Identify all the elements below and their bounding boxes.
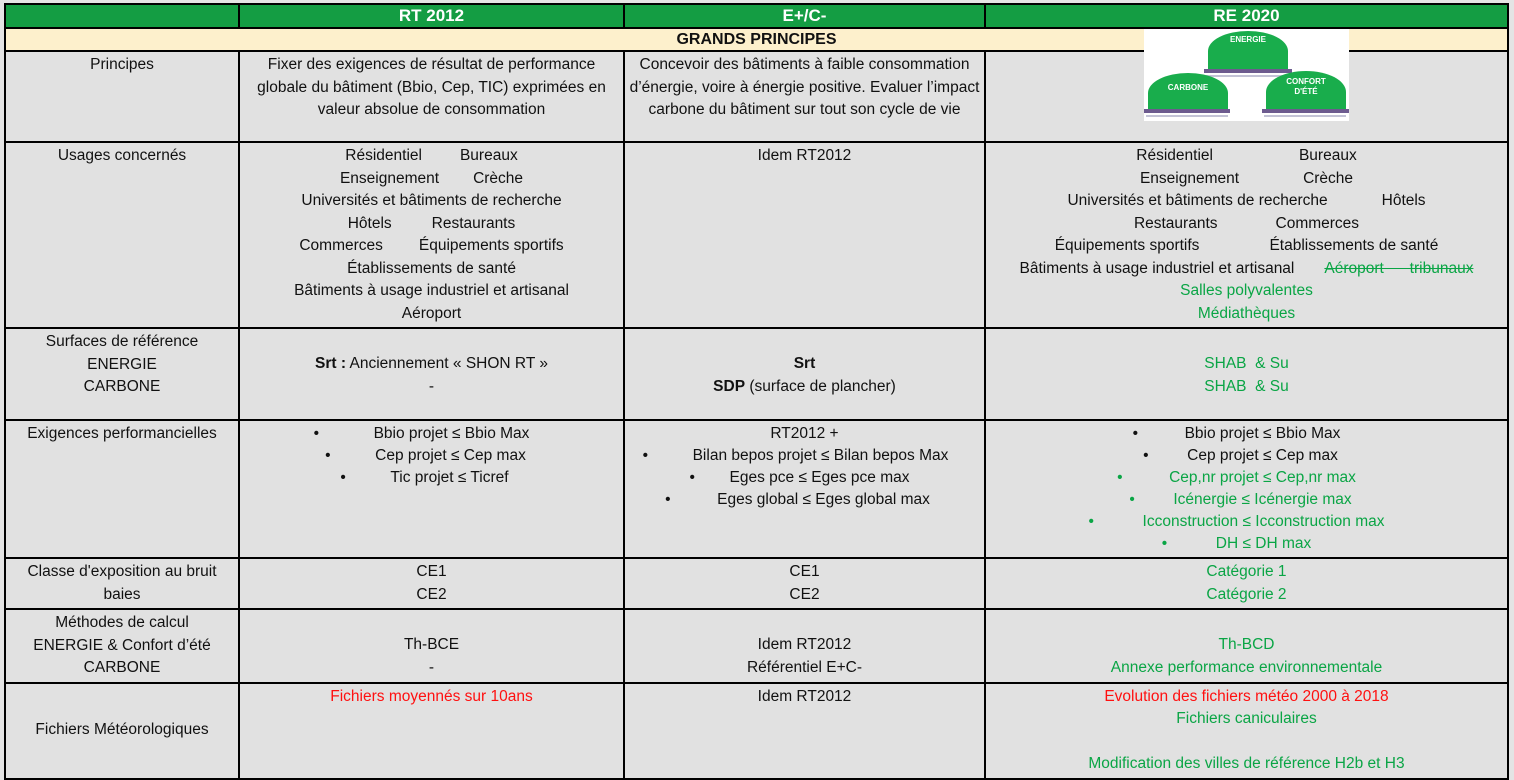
label-line: CARBONE (83, 659, 161, 676)
label-fichiers: Fichiers Météorologiques (5, 683, 239, 779)
list-item: Th-BCE (403, 636, 460, 653)
list-item: Établissements de santé (347, 259, 516, 277)
bullet-icon: • (642, 447, 649, 464)
re2020-logo (1144, 29, 1349, 121)
logo-bar (1204, 69, 1292, 73)
logo-energie-text: ENERGIE (1229, 35, 1266, 44)
list-item: Équipements sportifs Établissements de santé (1054, 237, 1439, 254)
list-item: CE2 (789, 585, 820, 603)
label-line: Classe d'exposition au bruit (27, 563, 217, 580)
bullet-icon: • (689, 469, 695, 486)
fichiers-rt2012: Fichiers moyennés sur 10ans (239, 683, 624, 779)
bullet-item: • Cep projet ≤ Cep max (990, 445, 1503, 467)
fichiers-re2020 (985, 683, 1508, 779)
list-item: Catégorie 2 (1206, 585, 1287, 603)
list-item: - (428, 658, 435, 676)
label-classe (5, 558, 239, 609)
surfaces-re2020 (985, 328, 1508, 420)
label-line: ENERGIE (87, 355, 157, 373)
comparison-table-wrapper (4, 3, 1507, 772)
list-item: Srt : Anciennement « SHON RT » (315, 355, 548, 372)
list-item: Résidentiel Bureaux (1136, 147, 1357, 164)
principes-ec: Concevoir des bâtiments à faible consommation d’énergie, voire à énergie positive. Evaluer l’impact carbone du bâtiment sur tout son cycle de vie (624, 51, 985, 142)
exigences-rt2012 (239, 420, 624, 558)
row-usages (5, 142, 1508, 328)
bullet-icon: • (1161, 535, 1168, 552)
usages-rt2012 (239, 142, 624, 328)
list-item: Bâtiments à usage industriel et artisanal (294, 282, 569, 299)
fichiers-ec: Idem RT2012 (624, 683, 985, 779)
bullet-icon: • (1143, 447, 1149, 464)
bullet-item: • Icénergie ≤ Icénergie max (990, 489, 1503, 511)
methodes-ec (624, 609, 985, 683)
list-item: Commerces Équipements sportifs (299, 237, 564, 254)
list-item: Annexe performance environnementale (1110, 658, 1383, 676)
principes-rt2012: Fixer des exigences de résultat de performance globale du bâtiment (Bbio, Cep, TIC) exprimées en valeur absolue de consommation (239, 51, 624, 142)
label-line: ENERGIE & Confort d’été (33, 636, 211, 654)
bullet-icon: • (325, 447, 331, 464)
blank-line (990, 731, 1503, 754)
label-line: Surfaces de référence (45, 333, 199, 350)
logo-confort-text-2: D'ÉTÉ (1294, 87, 1318, 96)
methodes-rt2012 (239, 609, 624, 683)
label-surfaces (5, 328, 239, 420)
list-item: Enseignement Crèche (339, 169, 524, 187)
bullet-icon: • (665, 491, 671, 508)
list-item: Médiathèques (1197, 304, 1296, 322)
principes-re2020 (985, 35, 1508, 142)
methodes-re2020 (985, 609, 1508, 683)
surfaces-rt2012 (239, 328, 624, 420)
label-methodes (5, 609, 239, 683)
row-surfaces (5, 328, 1508, 420)
list-item: RT2012 + (770, 425, 839, 442)
logo-text-line (1146, 115, 1228, 117)
list-item: - (428, 377, 435, 395)
bullet-icon: • (1129, 491, 1135, 508)
bullet-item: • Bilan bepos projet ≤ Bilan bepos Max (629, 445, 980, 467)
list-item: Fichiers caniculaires (1176, 710, 1317, 727)
list-item: Aéroport (401, 304, 462, 322)
bullet-icon: • (1117, 469, 1123, 486)
logo-text-line (1264, 115, 1346, 117)
list-item: CE2 (416, 585, 447, 603)
logo-carbone-text: CARBONE (1167, 83, 1209, 92)
logo-carbone-circle (1148, 73, 1228, 113)
list-item: Salles polyvalentes (1180, 282, 1313, 299)
section-title: GRANDS PRINCIPES (5, 28, 1508, 51)
list-item: Modification des villes de référence H2b et H3 (1088, 755, 1405, 772)
bullet-item: • DH ≤ DH max (990, 533, 1503, 555)
bullet-item: • Cep,nr projet ≤ Cep,nr max (990, 467, 1503, 489)
label-usages: Usages concernés (5, 142, 239, 328)
list-item: Enseignement Crèche (1139, 169, 1354, 187)
exigences-re2020 (985, 420, 1508, 558)
label-exigences: Exigences performancielles (5, 420, 239, 558)
list-item: Référentiel E+C- (746, 658, 862, 676)
bullet-item: • Tic projet ≤ Ticref (244, 467, 619, 489)
header-empty-cell (5, 4, 239, 28)
row-methodes (5, 609, 1508, 683)
list-item: Restaurants Commerces (1133, 214, 1360, 232)
bullet-item: • Eges global ≤ Eges global max (629, 489, 980, 511)
list-item: Résidentiel Bureaux (345, 147, 518, 164)
bullet-item: • Bbio projet ≤ Bbio Max (990, 423, 1503, 445)
logo-confort-circle (1266, 71, 1346, 113)
classe-re2020 (985, 558, 1508, 609)
row-classe (5, 558, 1508, 609)
removed-item: Aéroport tribunaux (1324, 259, 1474, 277)
classe-rt2012 (239, 558, 624, 609)
row-fichiers (5, 683, 1508, 779)
bullet-item: • Icconstruction ≤ Icconstruction max (990, 511, 1503, 533)
list-item: Universités et bâtiments de recherche (301, 192, 562, 209)
bullet-icon: • (1132, 425, 1139, 442)
list-item: Universités et bâtiments de recherche Hôtels (1067, 192, 1426, 209)
list-item: Evolution des fichiers météo 2000 à 2018 (1104, 687, 1389, 705)
list-item: Catégorie 1 (1206, 563, 1287, 580)
list-item: CE1 (416, 563, 447, 580)
usages-ec: Idem RT2012 (624, 142, 985, 328)
logo-energie-circle (1208, 31, 1288, 71)
classe-ec (624, 558, 985, 609)
header-rt2012: RT 2012 (239, 4, 624, 28)
list-item: Srt (793, 355, 816, 372)
header-row (5, 4, 1508, 28)
list-item: Bâtiments à usage industriel et artisanal Aéroport tribunaux (1019, 259, 1474, 277)
bullet-item: • Bbio projet ≤ Bbio Max (244, 423, 619, 445)
header-ec: E+/C- (624, 4, 985, 28)
bullet-icon: • (340, 469, 346, 486)
list-item: Idem RT2012 (757, 636, 852, 653)
label-line: Méthodes de calcul (55, 614, 189, 631)
bullet-icon: • (313, 425, 320, 442)
bullet-icon: • (1088, 513, 1094, 530)
header-re2020: RE 2020 (985, 4, 1508, 28)
logo-bar (1144, 109, 1230, 113)
surfaces-ec (624, 328, 985, 420)
list-item: SDP (surface de plancher) (713, 377, 896, 395)
bullet-item: • Eges pce ≤ Eges pce max (629, 467, 980, 489)
label-line: CARBONE (83, 378, 161, 395)
row-exigences (5, 420, 1508, 558)
list-item: SHAB & Su (1204, 377, 1289, 395)
logo-confort-text-1: CONFORT (1286, 77, 1326, 86)
label-principes: Principes (5, 51, 239, 142)
label-line: baies (103, 585, 141, 603)
bullet-item: • Cep projet ≤ Cep max (244, 445, 619, 467)
list-item: Hôtels Restaurants (347, 214, 516, 232)
row-principes (5, 51, 1508, 142)
exigences-ec (624, 420, 985, 558)
list-item: Th-BCD (1218, 636, 1275, 653)
regulation-comparison-table (4, 3, 1509, 780)
list-item: SHAB & Su (1204, 355, 1289, 372)
logo-bar (1262, 109, 1349, 113)
usages-re2020 (985, 142, 1508, 328)
list-item: CE1 (789, 563, 820, 580)
